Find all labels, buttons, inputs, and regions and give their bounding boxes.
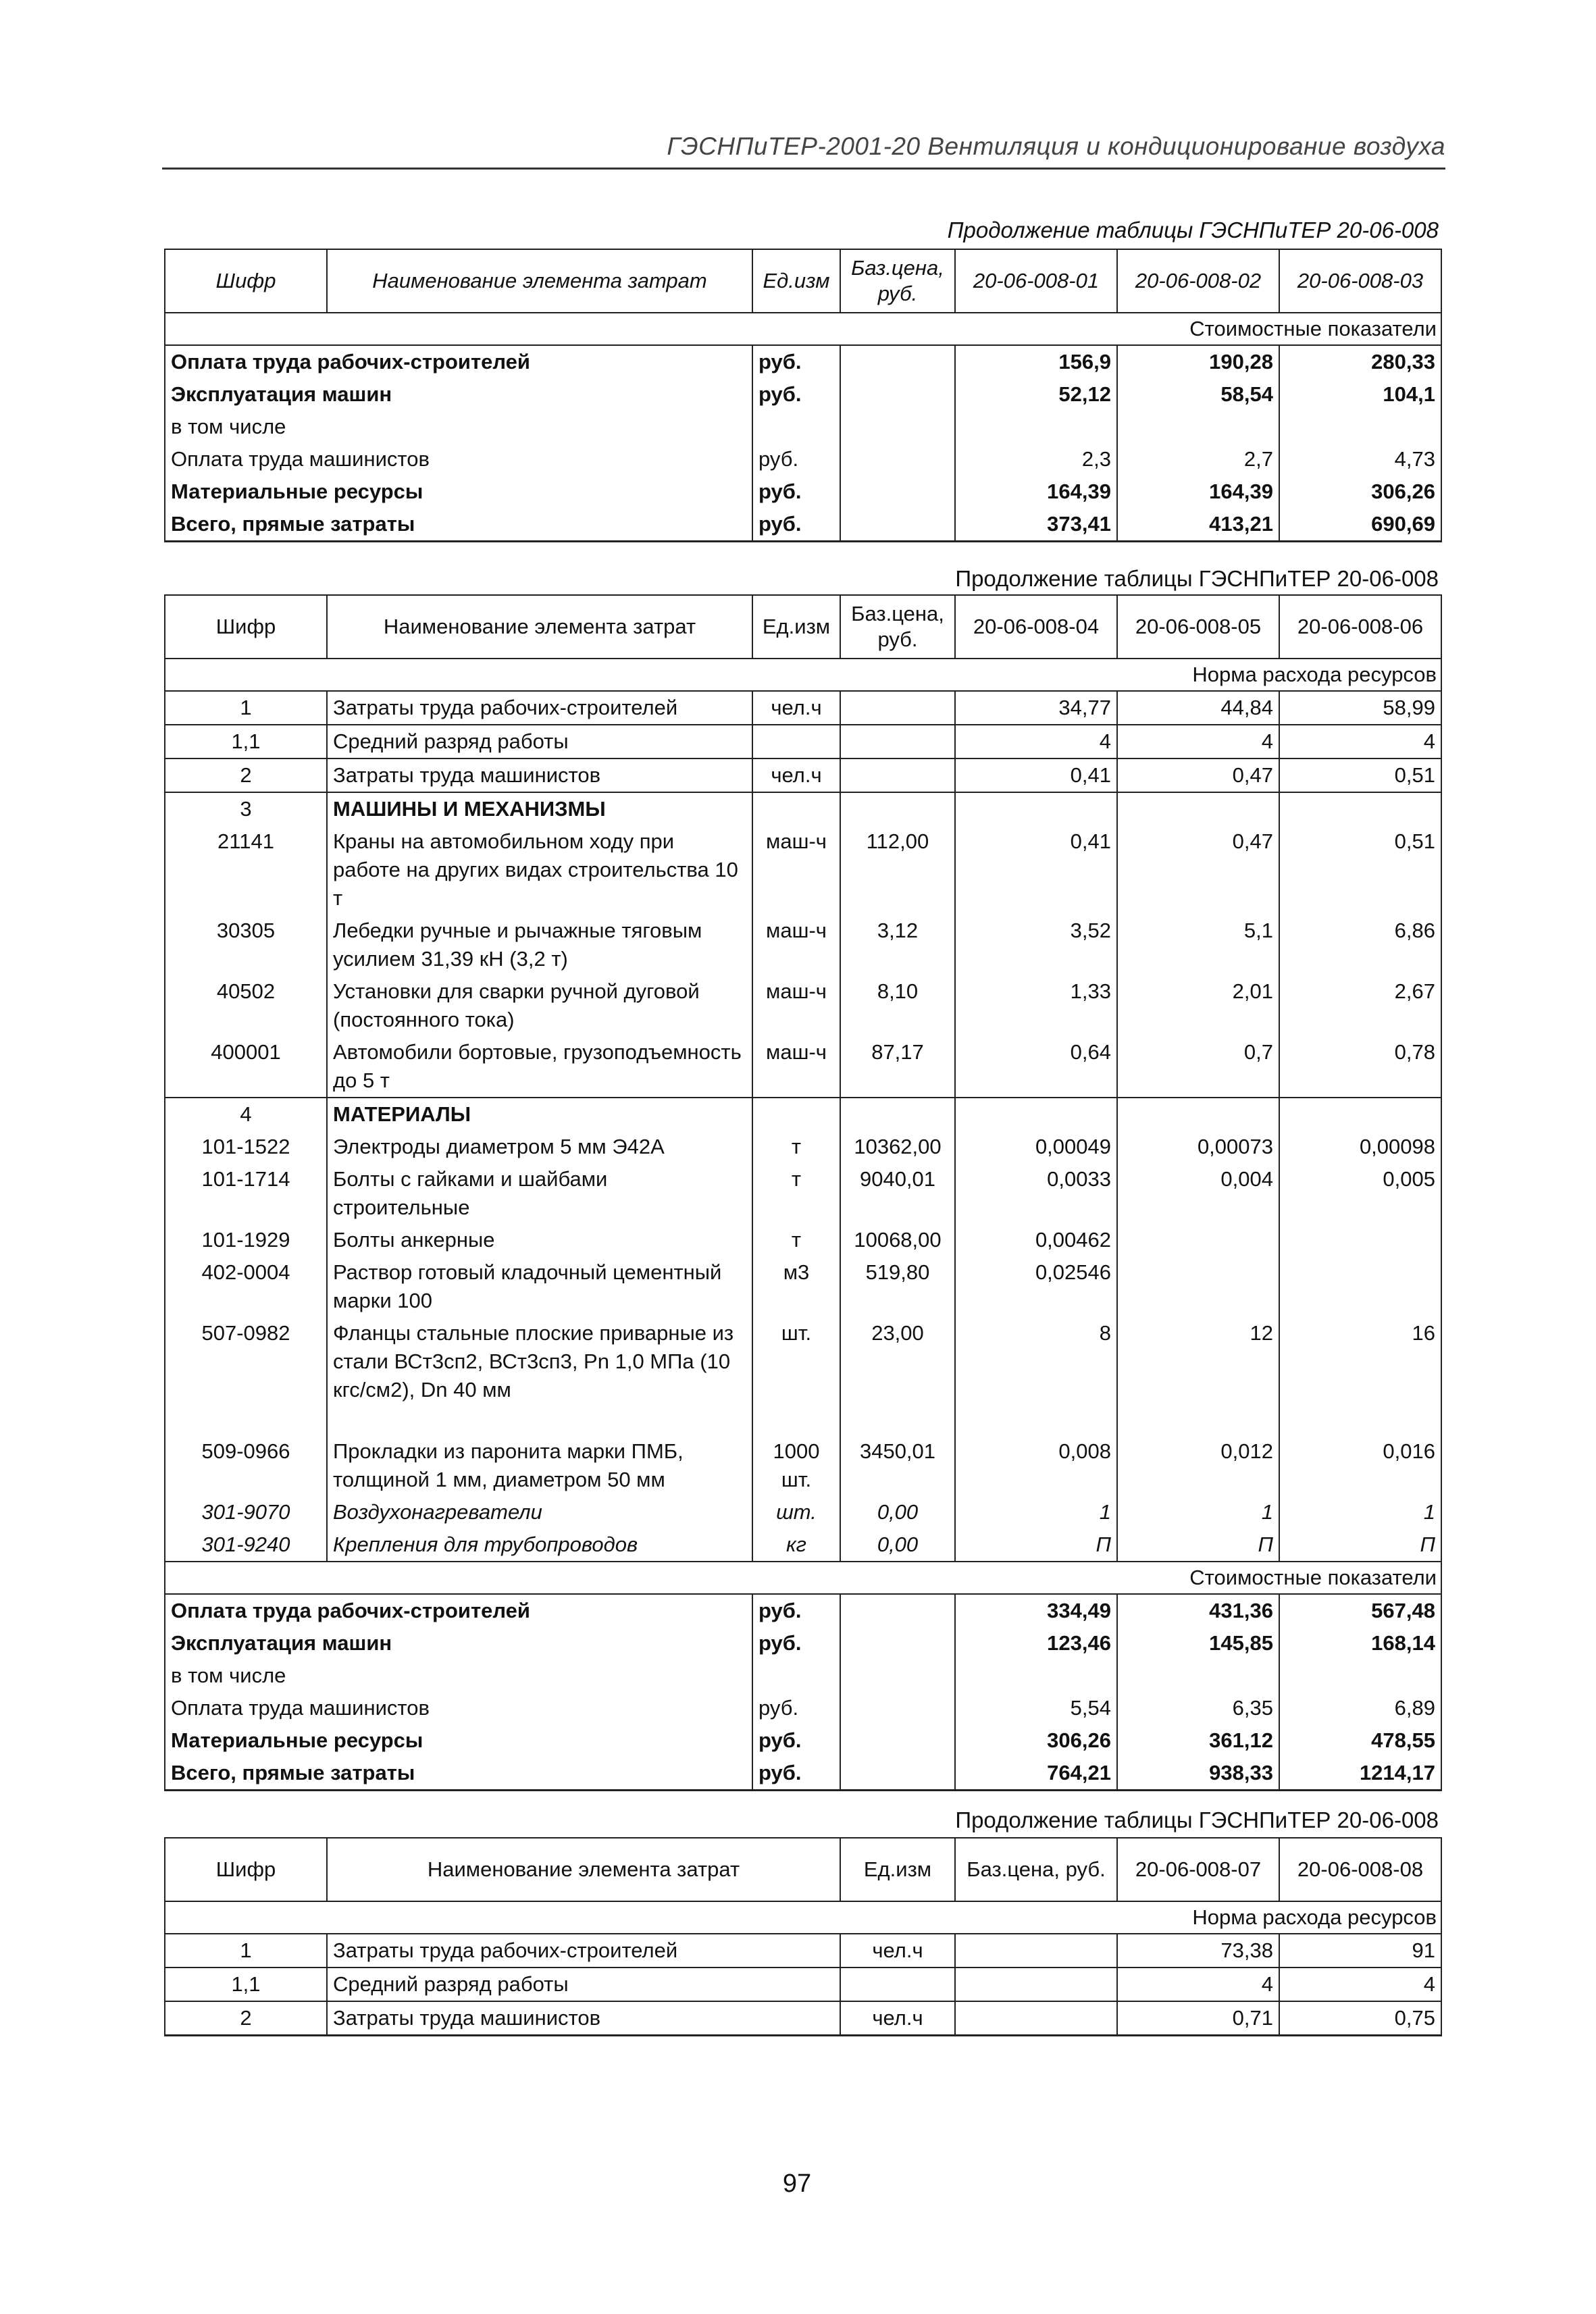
cost-price <box>840 1594 955 1627</box>
resource-unit: 1000 шт. <box>752 1435 840 1496</box>
cost-value: 52,12 <box>955 378 1117 411</box>
cost-value <box>1117 1660 1279 1692</box>
resource-value <box>955 792 1117 825</box>
cost-unit: руб. <box>752 1757 840 1791</box>
resource-code: 2 <box>165 759 327 792</box>
section-row <box>165 313 1441 345</box>
resource-row <box>165 975 1441 1036</box>
resource-price <box>840 1098 955 1131</box>
resource-name: Крепления для трубопроводов <box>327 1528 752 1562</box>
resource-name: Болты анкерные <box>327 1224 752 1256</box>
resource-value <box>1117 1224 1279 1256</box>
cost-value: 764,21 <box>955 1757 1117 1791</box>
resource-price <box>840 691 955 725</box>
col-rate-header: 20-06-008-08 <box>1279 1838 1441 1901</box>
resource-price: 8,10 <box>840 975 955 1036</box>
resource-row <box>165 725 1441 759</box>
cost-value: 190,28 <box>1117 345 1279 378</box>
resource-unit: кг <box>752 1528 840 1562</box>
resource-code: 301-9070 <box>165 1496 327 1528</box>
cost-value <box>955 411 1117 443</box>
resource-value: 34,77 <box>955 691 1117 725</box>
resource-row <box>165 759 1441 792</box>
resource-code: 4 <box>165 1098 327 1131</box>
resource-value: 4 <box>1279 1968 1441 2001</box>
resource-value <box>1117 792 1279 825</box>
cost-value: 123,46 <box>955 1627 1117 1660</box>
table3-caption: Продолжение таблицы ГЭСНПиТЕР 20-06-008 <box>955 1807 1439 1832</box>
cost-value: 306,26 <box>1279 475 1441 508</box>
cost-unit <box>752 1660 840 1692</box>
resource-row <box>165 1256 1441 1317</box>
resource-row <box>165 2001 1441 2036</box>
cost-row <box>165 1660 1441 1692</box>
resource-code: 3 <box>165 792 327 825</box>
resource-name: Установки для сварки ручной дуговой (постоянного тока) <box>327 975 752 1036</box>
resource-code: 400001 <box>165 1036 327 1098</box>
col-rate-header: 20-06-008-05 <box>1117 595 1279 659</box>
resource-name: Краны на автомобильном ходу при работе на других видах строительства 10 т <box>327 825 752 915</box>
cost-value: 164,39 <box>955 475 1117 508</box>
resource-unit <box>752 1098 840 1131</box>
resource-code: 1 <box>165 1934 327 1968</box>
resource-value: 4 <box>955 725 1117 759</box>
resource-code: 301-9240 <box>165 1528 327 1562</box>
resource-row <box>165 825 1441 915</box>
resource-unit: чел.ч <box>840 1934 955 1968</box>
col-rate-header: 20-06-008-04 <box>955 595 1117 659</box>
cost-unit: руб. <box>752 1594 840 1627</box>
resource-code: 101-1714 <box>165 1163 327 1224</box>
cost-value: 431,36 <box>1117 1594 1279 1627</box>
resource-value: 2,67 <box>1279 975 1441 1036</box>
resource-value: 4 <box>1117 1968 1279 2001</box>
cost-unit: руб. <box>752 1627 840 1660</box>
cost-value <box>955 1660 1117 1692</box>
cost-name: Оплата труда машинистов <box>165 1692 752 1724</box>
cost-price <box>840 1757 955 1791</box>
resource-value: П <box>1117 1528 1279 1562</box>
resource-value: 3,52 <box>955 915 1117 975</box>
resource-value: 0,02546 <box>955 1256 1117 1317</box>
section-row <box>165 1901 1441 1934</box>
resource-name: Затраты труда рабочих-строителей <box>327 691 752 725</box>
resource-value: 58,99 <box>1279 691 1441 725</box>
section-label: Стоимостные показатели <box>165 1562 1441 1594</box>
col-rate-header: 20-06-008-06 <box>1279 595 1441 659</box>
cost-value: 164,39 <box>1117 475 1279 508</box>
resource-price: 519,80 <box>840 1256 955 1317</box>
resource-value: 91 <box>1279 1934 1441 1968</box>
cost-row <box>165 1757 1441 1791</box>
resource-unit: шт. <box>752 1496 840 1528</box>
resource-price: 3,12 <box>840 915 955 975</box>
col-rate-header: 20-06-008-03 <box>1279 249 1441 313</box>
resource-price: 10068,00 <box>840 1224 955 1256</box>
cost-price <box>840 345 955 378</box>
cost-price <box>840 508 955 542</box>
resource-value <box>1117 1256 1279 1317</box>
resource-price: 9040,01 <box>840 1163 955 1224</box>
cost-value: 938,33 <box>1117 1757 1279 1791</box>
cost-value: 361,12 <box>1117 1724 1279 1757</box>
cost-price <box>840 411 955 443</box>
cost-value: 1214,17 <box>1279 1757 1441 1791</box>
cost-unit: руб. <box>752 443 840 475</box>
resource-price <box>840 792 955 825</box>
resource-code: 101-1929 <box>165 1224 327 1256</box>
resource-value: 0,004 <box>1117 1163 1279 1224</box>
cost-row <box>165 1692 1441 1724</box>
resource-code: 402-0004 <box>165 1256 327 1317</box>
resource-value: 2,01 <box>1117 975 1279 1036</box>
resource-price: 23,00 <box>840 1317 955 1435</box>
resource-code: 30305 <box>165 915 327 975</box>
resource-unit: т <box>752 1163 840 1224</box>
resource-value: 1 <box>1117 1496 1279 1528</box>
resource-value: 0,7 <box>1117 1036 1279 1098</box>
table2-caption: Продолжение таблицы ГЭСНПиТЕР 20-06-008 <box>955 566 1439 591</box>
resource-value: 16 <box>1279 1317 1441 1435</box>
table3-header-row <box>165 1838 1441 1901</box>
resource-value: 0,008 <box>955 1435 1117 1496</box>
table2-header-row <box>165 595 1441 659</box>
resource-code: 507-0982 <box>165 1317 327 1435</box>
resource-name: Затраты труда машинистов <box>327 2001 840 2036</box>
cost-value: 4,73 <box>1279 443 1441 475</box>
cost-unit: руб. <box>752 508 840 542</box>
resource-name: Автомобили бортовые, грузоподъемность до 5 т <box>327 1036 752 1098</box>
cost-value: 58,54 <box>1117 378 1279 411</box>
cost-name: Оплата труда машинистов <box>165 443 752 475</box>
cost-name: Всего, прямые затраты <box>165 1757 752 1791</box>
resource-value: 0,75 <box>1279 2001 1441 2036</box>
cost-value: 156,9 <box>955 345 1117 378</box>
resource-row <box>165 792 1441 825</box>
resource-price <box>955 2001 1117 2036</box>
col-code-header: Шифр <box>165 595 327 659</box>
cost-row <box>165 1594 1441 1627</box>
resource-value: 1 <box>1279 1496 1441 1528</box>
page-number: 97 <box>782 2169 812 2198</box>
cost-value <box>1279 411 1441 443</box>
resource-value: 4 <box>1279 725 1441 759</box>
resource-price: 10362,00 <box>840 1131 955 1163</box>
resource-row <box>165 1317 1441 1435</box>
resource-code: 1,1 <box>165 725 327 759</box>
cost-unit: руб. <box>752 1692 840 1724</box>
resource-value: 0,012 <box>1117 1435 1279 1496</box>
cost-name: Материальные ресурсы <box>165 475 752 508</box>
col-price-header: Баз.цена, руб. <box>840 249 955 313</box>
resource-row <box>165 1934 1441 1968</box>
cost-value: 478,55 <box>1279 1724 1441 1757</box>
resource-value: 0,78 <box>1279 1036 1441 1098</box>
resource-unit <box>752 725 840 759</box>
cost-unit <box>752 411 840 443</box>
resource-name: Фланцы стальные плоские приварные из стали ВСт3сп2, ВСт3сп3, Рn 1,0 МПа (10 кгс/см2), Dn 40 мм <box>327 1317 752 1435</box>
resource-row <box>165 1496 1441 1528</box>
resource-name: МАТЕРИАЛЫ <box>327 1098 752 1131</box>
resource-value <box>1279 1256 1441 1317</box>
section-label: Норма расхода ресурсов <box>165 1901 1441 1934</box>
cost-value: 567,48 <box>1279 1594 1441 1627</box>
resource-price: 3450,01 <box>840 1435 955 1496</box>
cost-price <box>840 1692 955 1724</box>
resource-value: 0,41 <box>955 759 1117 792</box>
cost-value: 2,3 <box>955 443 1117 475</box>
resource-name: Затраты труда рабочих-строителей <box>327 1934 840 1968</box>
resource-value: 6,86 <box>1279 915 1441 975</box>
table3 <box>164 1837 1442 2036</box>
resource-row <box>165 1098 1441 1131</box>
cost-price <box>840 378 955 411</box>
cost-price <box>840 475 955 508</box>
resource-unit: чел.ч <box>752 759 840 792</box>
resource-value: 0,00462 <box>955 1224 1117 1256</box>
col-unit-header: Ед.изм <box>840 1838 955 1901</box>
resource-unit: маш-ч <box>752 825 840 915</box>
resource-price <box>840 759 955 792</box>
cost-value: 373,41 <box>955 508 1117 542</box>
resource-value: 1 <box>955 1496 1117 1528</box>
cost-name: Материальные ресурсы <box>165 1724 752 1757</box>
resource-value <box>1279 1098 1441 1131</box>
resource-name: Средний разряд работы <box>327 1968 840 2001</box>
resource-value: 0,51 <box>1279 825 1441 915</box>
resource-value: 0,47 <box>1117 759 1279 792</box>
cost-name: Оплата труда рабочих-строителей <box>165 1594 752 1627</box>
section-row <box>165 659 1441 691</box>
section-label: Стоимостные показатели <box>165 313 1441 345</box>
resource-value: 44,84 <box>1117 691 1279 725</box>
resource-name: Затраты труда машинистов <box>327 759 752 792</box>
header-rule <box>162 168 1445 170</box>
cost-value: 168,14 <box>1279 1627 1441 1660</box>
resource-unit: маш-ч <box>752 975 840 1036</box>
cost-value: 280,33 <box>1279 345 1441 378</box>
cost-value: 690,69 <box>1279 508 1441 542</box>
table2 <box>164 594 1442 1791</box>
resource-unit: м3 <box>752 1256 840 1317</box>
cost-value: 306,26 <box>955 1724 1117 1757</box>
cost-name: Эксплуатация машин <box>165 378 752 411</box>
resource-value: 0,41 <box>955 825 1117 915</box>
cost-value: 2,7 <box>1117 443 1279 475</box>
cost-name: Оплата труда рабочих-строителей <box>165 345 752 378</box>
resource-code: 509-0966 <box>165 1435 327 1496</box>
resource-name: Лебедки ручные и рычажные тяговым усилием 31,39 кН (3,2 т) <box>327 915 752 975</box>
cost-price <box>840 1627 955 1660</box>
resource-row <box>165 1968 1441 2001</box>
resource-code: 21141 <box>165 825 327 915</box>
resource-unit: т <box>752 1131 840 1163</box>
resource-value: 0,47 <box>1117 825 1279 915</box>
resource-row <box>165 691 1441 725</box>
resource-name: Раствор готовый кладочный цементный марки 100 <box>327 1256 752 1317</box>
section-row <box>165 1562 1441 1594</box>
resource-row <box>165 915 1441 975</box>
col-name-header: Наименование элемента затрат <box>327 1838 840 1901</box>
cost-unit: руб. <box>752 345 840 378</box>
resource-value: 0,00073 <box>1117 1131 1279 1163</box>
resource-value <box>1279 792 1441 825</box>
resource-price: 87,17 <box>840 1036 955 1098</box>
table1-header-row <box>165 249 1441 313</box>
resource-value: 0,71 <box>1117 2001 1279 2036</box>
cost-name: в том числе <box>165 1660 752 1692</box>
cost-row <box>165 378 1441 411</box>
cost-row <box>165 443 1441 475</box>
cost-row <box>165 411 1441 443</box>
resource-name: Воздухонагреватели <box>327 1496 752 1528</box>
resource-unit <box>840 1968 955 2001</box>
section-label: Норма расхода ресурсов <box>165 659 1441 691</box>
cost-value: 6,89 <box>1279 1692 1441 1724</box>
resource-value: П <box>955 1528 1117 1562</box>
cost-price <box>840 443 955 475</box>
resource-value: 0,00049 <box>955 1131 1117 1163</box>
col-code-header: Шифр <box>165 1838 327 1901</box>
resource-price <box>840 725 955 759</box>
resource-price: 0,00 <box>840 1496 955 1528</box>
resource-row <box>165 1224 1441 1256</box>
cost-value: 413,21 <box>1117 508 1279 542</box>
cost-name: Эксплуатация машин <box>165 1627 752 1660</box>
col-price-header: Баз.цена, руб. <box>955 1838 1117 1901</box>
resource-value: 0,005 <box>1279 1163 1441 1224</box>
resource-unit: маш-ч <box>752 915 840 975</box>
resource-unit: т <box>752 1224 840 1256</box>
resource-value <box>1279 1224 1441 1256</box>
cost-value <box>1279 1660 1441 1692</box>
col-name-header: Наименование элемента затрат <box>327 249 752 313</box>
resource-value: 0,64 <box>955 1036 1117 1098</box>
resource-price: 112,00 <box>840 825 955 915</box>
resource-name: МАШИНЫ И МЕХАНИЗМЫ <box>327 792 752 825</box>
col-price-header: Баз.цена, руб. <box>840 595 955 659</box>
resource-value: П <box>1279 1528 1441 1562</box>
cost-price <box>840 1660 955 1692</box>
resource-value: 0,00098 <box>1279 1131 1441 1163</box>
cost-value: 145,85 <box>1117 1627 1279 1660</box>
cost-row <box>165 508 1441 542</box>
resource-value: 8 <box>955 1317 1117 1435</box>
cost-unit: руб. <box>752 1724 840 1757</box>
resource-name: Прокладки из паронита марки ПМБ, толщиной 1 мм, диаметром 50 мм <box>327 1435 752 1496</box>
resource-code: 1 <box>165 691 327 725</box>
cost-value: 334,49 <box>955 1594 1117 1627</box>
cost-unit: руб. <box>752 475 840 508</box>
resource-value: 0,51 <box>1279 759 1441 792</box>
resource-value: 4 <box>1117 725 1279 759</box>
cost-value: 6,35 <box>1117 1692 1279 1724</box>
resource-unit <box>752 792 840 825</box>
cost-row <box>165 1627 1441 1660</box>
resource-value: 5,1 <box>1117 915 1279 975</box>
resource-unit: шт. <box>752 1317 840 1435</box>
cost-value: 104,1 <box>1279 378 1441 411</box>
resource-value <box>955 1098 1117 1131</box>
cost-row <box>165 1724 1441 1757</box>
resource-name: Электроды диаметром 5 мм Э42А <box>327 1131 752 1163</box>
resource-value: 73,38 <box>1117 1934 1279 1968</box>
col-rate-header: 20-06-008-02 <box>1117 249 1279 313</box>
resource-price <box>955 1968 1117 2001</box>
col-rate-header: 20-06-008-01 <box>955 249 1117 313</box>
table1 <box>164 249 1442 542</box>
cost-name: Всего, прямые затраты <box>165 508 752 542</box>
cost-value: 5,54 <box>955 1692 1117 1724</box>
col-code-header: Шифр <box>165 249 327 313</box>
resource-value: 0,016 <box>1279 1435 1441 1496</box>
resource-code: 101-1522 <box>165 1131 327 1163</box>
resource-value: 12 <box>1117 1317 1279 1435</box>
resource-code: 40502 <box>165 975 327 1036</box>
resource-code: 1,1 <box>165 1968 327 2001</box>
resource-unit: маш-ч <box>752 1036 840 1098</box>
resource-value: 1,33 <box>955 975 1117 1036</box>
resource-row <box>165 1163 1441 1224</box>
resource-row <box>165 1036 1441 1098</box>
resource-code: 2 <box>165 2001 327 2036</box>
resource-row <box>165 1435 1441 1496</box>
resource-unit: чел.ч <box>840 2001 955 2036</box>
resource-name: Болты с гайками и шайбами строительные <box>327 1163 752 1224</box>
cost-unit: руб. <box>752 378 840 411</box>
resource-value: 0,0033 <box>955 1163 1117 1224</box>
running-header: ГЭСНПиТЕР-2001-20 Вентиляция и кондиционирование воздуха <box>667 132 1445 160</box>
cost-value <box>1117 411 1279 443</box>
resource-value <box>1117 1098 1279 1131</box>
cost-name: в том числе <box>165 411 752 443</box>
col-unit-header: Ед.изм <box>752 249 840 313</box>
cost-row <box>165 345 1441 378</box>
resource-row <box>165 1528 1441 1562</box>
col-unit-header: Ед.изм <box>752 595 840 659</box>
cost-row <box>165 475 1441 508</box>
col-name-header: Наименование элемента затрат <box>327 595 752 659</box>
cost-price <box>840 1724 955 1757</box>
col-rate-header: 20-06-008-07 <box>1117 1838 1279 1901</box>
resource-row <box>165 1131 1441 1163</box>
resource-price <box>955 1934 1117 1968</box>
resource-name: Средний разряд работы <box>327 725 752 759</box>
resource-unit: чел.ч <box>752 691 840 725</box>
resource-price: 0,00 <box>840 1528 955 1562</box>
table1-caption: Продолжение таблицы ГЭСНПиТЕР 20-06-008 <box>947 217 1439 242</box>
